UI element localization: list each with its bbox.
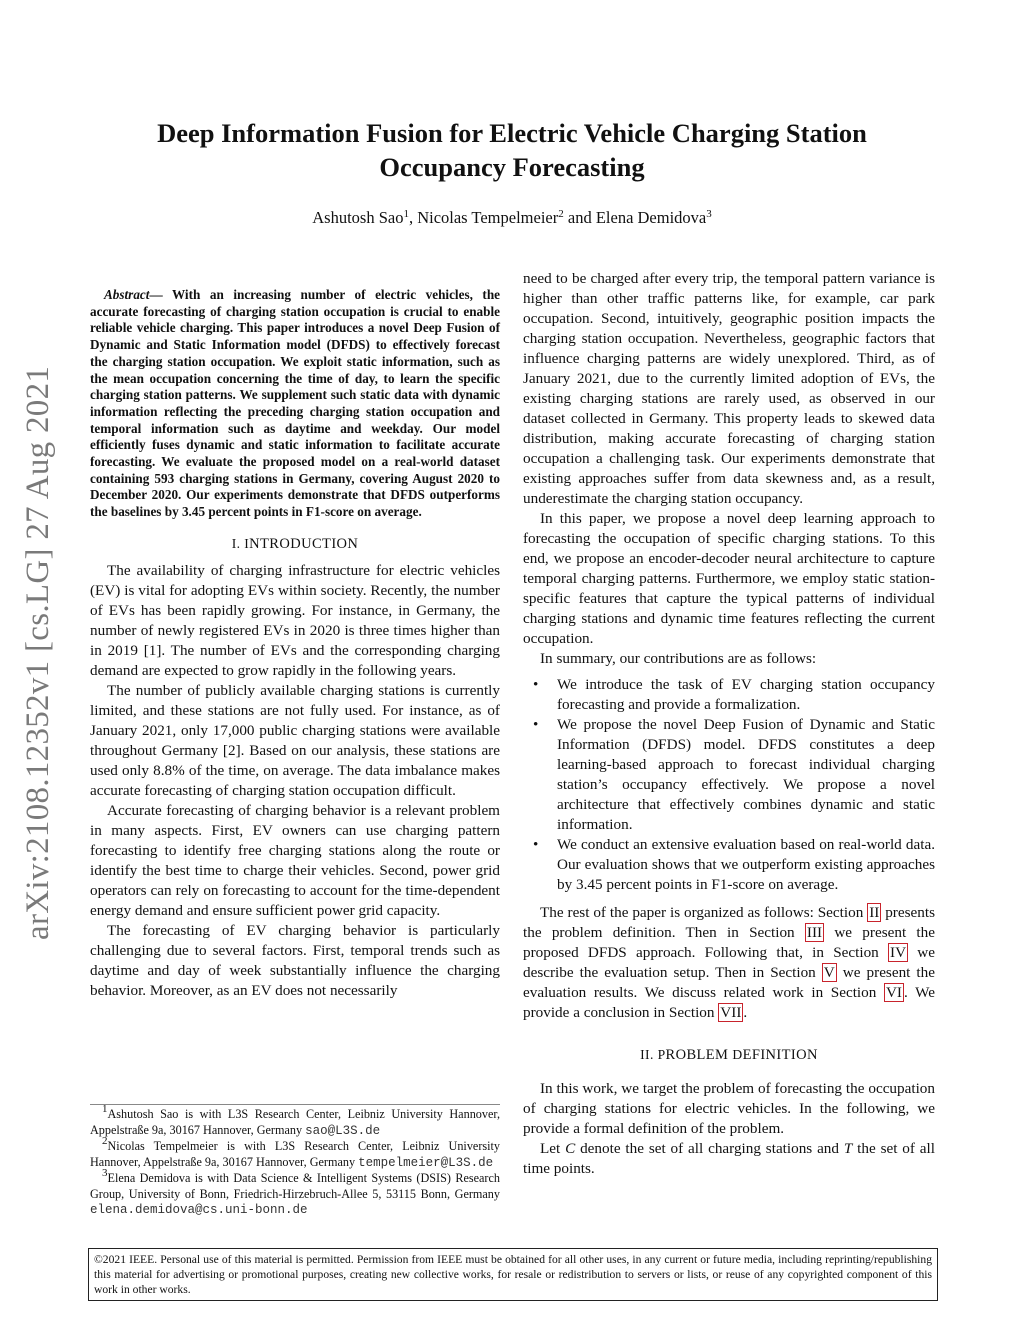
- paper-title: [100, 116, 924, 184]
- bullet-icon: •: [533, 676, 539, 693]
- contribution-list: [523, 675, 935, 895]
- paragraph: In summary, our contributions are as follows:: [540, 650, 817, 667]
- abstract-label: Abstract: [104, 287, 150, 302]
- bullet-icon: •: [533, 716, 539, 733]
- author-3: Elena Demidova: [595, 208, 707, 227]
- left-column: [90, 287, 500, 1001]
- email-link[interactable]: tempelmeier@L3S.de: [358, 1155, 494, 1170]
- right-column: [523, 269, 935, 1179]
- author-2-mark: 2: [558, 208, 564, 220]
- abstract-text: With an increasing number of electric vehicles, the accurate forecasting of charging station occupation is crucial to enable reliable vehicle charging. This paper introduces a novel Deep Fusion of Dynamic and Static Information model (DFDS) to effectively forecast the charging station occupation. We exploit static information, such as the mean occupation concerning the time of day, to learn the specific charging station patterns. We supplement such static data with dynamic information reflecting the preceding charging station occupation and temporal information such as daytime and weekday. Our model efficiently fuses dynamic and static information to facilitate accurate forecasting. We evaluate the proposed model on a real-world dataset containing 593 charging stations in Germany, covering August 2020 to December 2020. Our experiments demonstrate that DFDS outperforms the baselines by 3.45 percent points in F1-score on average.: [90, 287, 501, 520]
- section-ref-link[interactable]: V: [823, 964, 835, 981]
- paragraph: The availability of charging infrastructure for electric vehicles (EV) is vital for adopting EVs within society. Recently, the number of EVs has been rapidly growing. For instance, in Germany, the number of newly registered EVs in 2020 is three times higher than in 2019 [1]. The number of EVs and the corresponding charging demand are expected to grow rapidly in the following years.: [90, 561, 500, 679]
- section-heading-introduction: I. INTRODUCTION: [231, 535, 359, 552]
- footnote-3: $^3$Elena Demidova is with Data Science & Intelligent Systems (DSIS) Research Group, University of Bonn, Friedrich-Hirzebruch-Allee 5, 53115 Bonn, Germany elena.demidova@cs.uni-bonn.de: [90, 1167, 500, 1217]
- abstract-dash: —: [149, 287, 172, 302]
- email-link[interactable]: elena.demidova@cs.uni-bonn.de: [90, 1203, 308, 1217]
- section-ref-link[interactable]: III: [806, 924, 823, 941]
- outline-paragraph: The rest of the paper is organized as follows: Section II presents the problem definition. Then in Section III we present the proposed DFDS approach. Following that, in Section IV we describe the evaluation setup. Then in Section V we present the evaluation results. We discuss related work in Section VI . We provide a conclusion in Section VII .: [523, 904, 935, 1021]
- paragraph: In this work, we target the problem of forecasting the occupation of charging stations for electric vehicles. In the following, we provide a formal definition of the problem.: [523, 1080, 935, 1137]
- author-sep: ,: [408, 208, 418, 227]
- email-link[interactable]: sao@L3S.de: [305, 1123, 381, 1138]
- paragraph: The number of publicly available charging stations is currently limited, and these stations are not fully used. For instance, as of January 2021, only 17,000 public charging stations were available throughout Germany [2]. Based on our analysis, these stations are used only 8.8% of the time, on average. The data imbalance makes accurate forecasting of charging station occupation difficult.: [90, 681, 500, 799]
- author-2: Nicolas Tempelmeier: [417, 208, 559, 227]
- section-ref-link[interactable]: VI: [885, 984, 902, 1001]
- math-symbol: C: [565, 1140, 576, 1157]
- author-list: [100, 208, 924, 228]
- paragraph: Accurate forecasting of charging behavior is a relevant problem in many aspects. First, EV owners can use charging pattern forecasting to identify free charging stations along the route or identify the best time to charge their vehicles. Second, power grid operators can rely on forecasting to account for the time-dependent energy demand and ensure sufficient power grid capacity.: [90, 801, 500, 919]
- title-line-2: Occupancy Forecasting: [379, 152, 645, 182]
- list-item: • We conduct an extensive evaluation based on real-world data. Our evaluation shows that we outperform existing approaches by 3.45 percent points in F1-score on average.: [533, 836, 935, 893]
- arxiv-identifier: arXiv:2108.12352v1 [cs.LG] 27 Aug 2021: [20, 365, 56, 940]
- footnotes: [90, 1104, 500, 1219]
- paragraph: In this paper, we propose a novel deep learning approach to forecasting the occupation of specific charging stations. To this end, we propose an encoder-decoder neural architecture to capture temporal charging patterns. Furthermore, we employ static station-specific features that capture the typical patterns of individual charging stations and dynamic time features reflecting the current occupation.: [523, 510, 935, 647]
- section-ref-link[interactable]: IV: [890, 944, 907, 961]
- paragraph: The forecasting of EV charging behavior is particularly challenging due to several factors. First, temporal trends such as daytime and day of week substantially influence the charging behavior. Moreover, as an EV does not necessarily: [90, 921, 500, 999]
- definition-paragraph: Let C denote the set of all charging stations and T the set of all time points.: [523, 1140, 935, 1177]
- section-ref-link[interactable]: VII: [720, 1004, 742, 1021]
- section-ref-link[interactable]: II: [869, 904, 880, 921]
- abstract: [90, 287, 500, 521]
- bullet-icon: •: [533, 836, 539, 853]
- section-heading-problem-definition: II. PROBLEM DEFINITION: [640, 1047, 818, 1063]
- author-1: Ashutosh Sao: [312, 208, 404, 227]
- math-symbol: T: [843, 1140, 853, 1157]
- author-1-mark: 1: [403, 208, 409, 220]
- list-item: • We propose the novel Deep Fusion of Dynamic and Static Information (DFDS) model. DFDS constitutes a deep learning-based approach to forecast individual charging station’s occupancy effectively. We propose a novel architecture that effectively combines dynamic and static information.: [533, 716, 935, 833]
- paragraph: need to be charged after every trip, the temporal pattern variance is higher than other traffic patterns like, for example, car park occupation. Second, intuitively, geographic position impacts the charging station occupation. Nevertheless, geographic factors that influence charging patterns are widely unexplored. Third, as of January 2021, due to the currently limited adoption of EVs, the existing charging stations are rarely used, as observed in our dataset collected in Germany. This property leads to skewed data distribution, making accurate forecasting of charging station occupation a challenging task. Our experiments demonstrate that existing approaches suffer from data skewness and, as a result, underestimate the charging station occupancy.: [523, 270, 935, 507]
- author-3-mark: 3: [706, 208, 712, 220]
- copyright-notice: ©2021 IEEE. Personal use of this material is permitted. Permission from IEEE must be obtained for all other uses, in any current or future media, including reprinting/republishing this material for advertising or promotional purposes, creating new collective works, for resale or redistribution to servers or lists, or reuse of any copyrighted component of this work in other works.: [88, 1248, 938, 1301]
- footnote-2: $^2$Nicolas Tempelmeier is with L3S Research Center, Leibniz University Hannover, Appelstraße 9a, 30167 Hannover, Germany tempelmeier@L3S.de: [90, 1135, 500, 1170]
- author-sep: and: [563, 208, 596, 227]
- list-item: • We introduce the task of EV charging station occupancy forecasting and provide a formalization.: [533, 676, 935, 713]
- footnote-1: $^1$Ashutosh Sao is with L3S Research Center, Leibniz University Hannover, Appelstraße 9a, 30167 Hannover, Germany sao@L3S.de: [90, 1103, 500, 1138]
- title-line-1: Deep Information Fusion for Electric Vehicle Charging Station: [157, 118, 867, 148]
